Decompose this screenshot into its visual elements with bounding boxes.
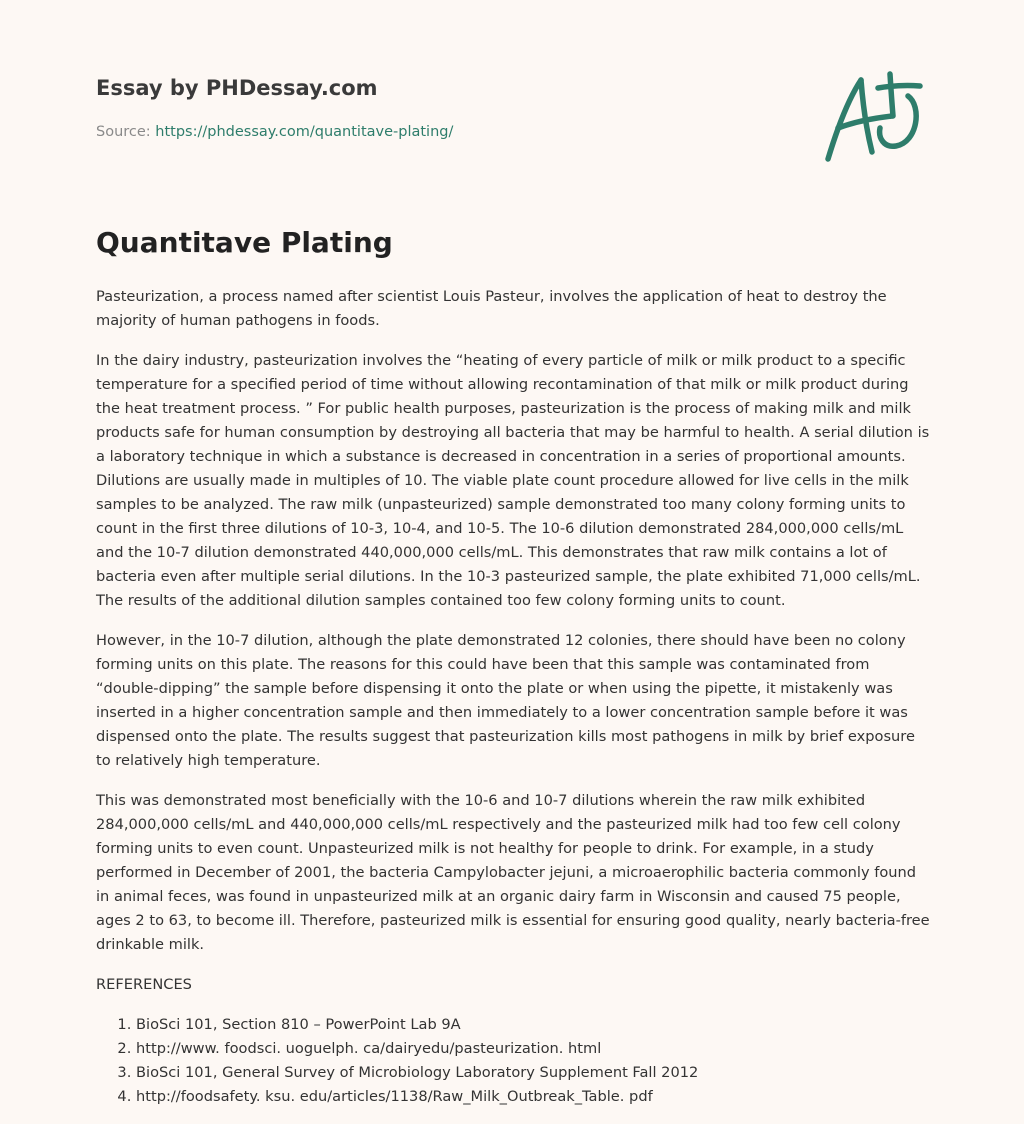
- reference-item: 2. http://www. foodsci. uoguelph. ca/dairyedu/pasteurization. html: [136, 1037, 932, 1061]
- source-line: [96, 124, 453, 140]
- reference-item: 4. http://foodsafety. ksu. edu/articles/1138/Raw_Milk_Outbreak_Table. pdf: [136, 1085, 932, 1109]
- references-heading: REFERENCES: [96, 976, 192, 993]
- essay-body: [96, 285, 932, 1109]
- site-title: Essay by PHDessay.com: [96, 76, 378, 100]
- references-list: [96, 1013, 932, 1109]
- reference-item: 3. BioSci 101, General Survey of Microbiology Laboratory Supplement Fall 2012: [136, 1061, 932, 1085]
- paragraph: However, in the 10-7 dilution, although the plate demonstrated 12 colonies, there should have been no colony forming units on this plate. The reasons for this could have been that this sample was contaminated from “double-dipping” the sample before dispensing it onto the plate or when using the pipette, it mistakenly was inserted in a higher concentration sample and then immediately to a lower concentration sample before it was dispensed onto the plate. The results suggest that pasteurization kills most pathogens in milk by brief exposure to relatively high temperature.: [96, 632, 915, 769]
- source-label: Source:: [96, 124, 156, 140]
- paragraph: In the dairy industry, pasteurization involves the “heating of every particle of milk or milk product to a specific temperature for a specified period of time without allowing recontamination of that milk or milk product during the heat treatment process. ” For public health purposes, pasteurization is the process of making milk and milk products safe for human consumption by destroying all bacteria that may be harmful to health. A serial dilution is a laboratory technique in which a substance is decreased in concentration in a series of proportional amounts. Dilutions are usually made in multiples of 10. The viable plate count procedure allowed for live cells in the milk samples to be analyzed. The raw milk (unpasteurized) sample demonstrated too many colony forming units to count in the first three dilutions of 10-3, 10-4, and 10-5. The 10-6 dilution demonstrated 284,000,000 cells/mL and the 10-7 dilution demonstrated 440,000,000 cells/mL. This demonstrates that raw milk contains a lot of bacteria even after multiple serial dilutions. In the 10-3 pasteurized sample, the plate exhibited 71,000 cells/mL. The results of the additional dilution samples contained too few colony forming units to count.: [96, 352, 930, 609]
- reference-item: 1. BioSci 101, Section 810 – PowerPoint Lab 9A: [136, 1013, 932, 1037]
- essay-title: Quantitave Plating: [96, 226, 393, 259]
- paragraph: Pasteurization, a process named after scientist Louis Pasteur, involves the application of heat to destroy the majority of human pathogens in foods.: [96, 288, 887, 329]
- a-plus-logo: [816, 66, 926, 166]
- paragraph: This was demonstrated most beneficially with the 10-6 and 10-7 dilutions wherein the raw milk exhibited 284,000,000 cells/mL and 440,000,000 cells/mL respectively and the pasteurized milk had too few cell colony forming units to even count. Unpasteurized milk is not healthy for people to drink. For example, in a study performed in December of 2001, the bacteria Campylobacter jejuni, a microaerophilic bacteria commonly found in animal feces, was found in unpasteurized milk at an organic dairy farm in Wisconsin and caused 75 people, ages 2 to 63, to become ill. Therefore, pasteurized milk is essential for ensuring good quality, nearly bacteria-free drinkable milk.: [96, 792, 930, 953]
- source-link[interactable]: https://phdessay.com/quantitave-plating/: [155, 124, 454, 140]
